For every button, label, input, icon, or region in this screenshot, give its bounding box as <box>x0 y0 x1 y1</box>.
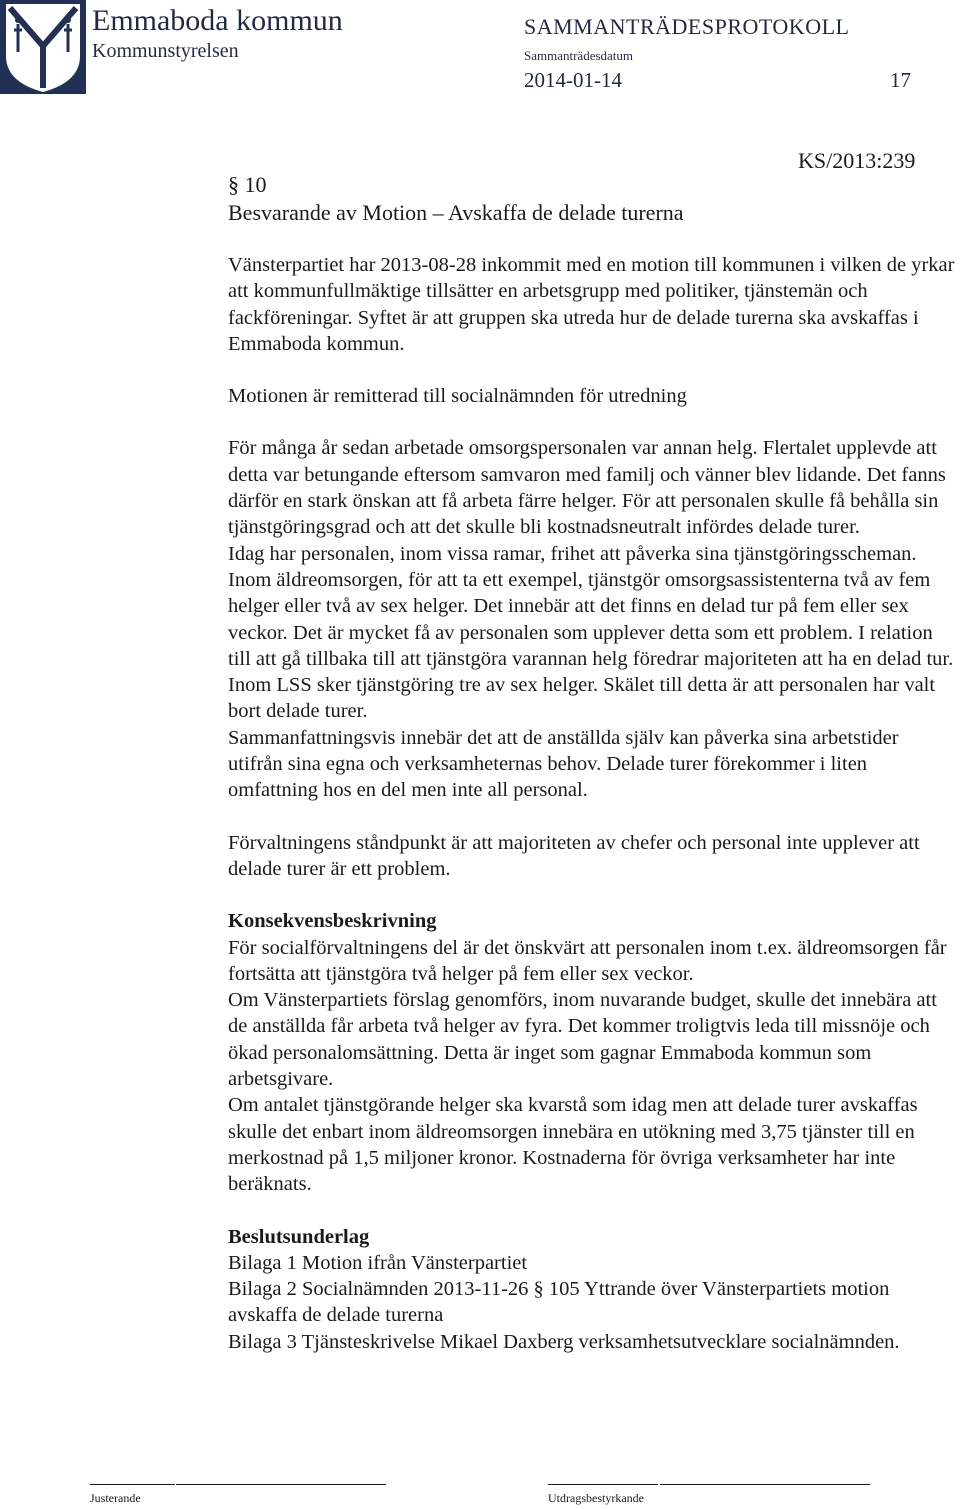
organization-unit: Kommunstyrelsen <box>92 40 239 62</box>
signature-line <box>176 1484 386 1485</box>
organization-name: Emmaboda kommun <box>92 4 343 37</box>
paragraph: Om antalet tjänstgörande helger ska kvarstå som idag men att delade turer avskaffas skulle det enbart inom äldreomsorgen innebära en utökning med 3,75 tjänster till en merkostnad på 1,5 miljoner kronor. Kostnaderna för övriga verksamheter har inte beräknats. <box>228 1094 918 1196</box>
paragraph: För socialförvaltningens del är det önskvärt att personalen inom t.ex. äldreomsorgen får fortsätta att tjänstgöra två helger på fem eller sex veckor. <box>228 936 947 985</box>
document-body <box>228 252 956 1355</box>
attachment-item: Bilaga 3 Tjänsteskrivelse Mikael Daxberg verksamhetsutvecklare socialnämnden. <box>228 1330 900 1353</box>
section-heading: Konsekvensbeskrivning <box>228 910 437 933</box>
signature-line <box>660 1484 870 1485</box>
page-number: 17 <box>890 68 911 92</box>
case-number: KS/2013:239 <box>798 148 916 173</box>
paragraph: Motionen är remitterad till socialnämnden för utredning <box>228 385 687 408</box>
paragraph: Förvaltningens ståndpunkt är att majoriteten av chefer och personal inte upplever att delade turer är ett problem. <box>228 831 920 880</box>
section-number-value: 10 <box>244 172 267 197</box>
coat-of-arms-icon <box>0 0 86 94</box>
document-type: SAMMANTRÄDESPROTOKOLL <box>524 14 850 39</box>
signature-line <box>90 1484 175 1485</box>
date-label: Sammanträdesdatum <box>524 48 634 63</box>
signature-line <box>548 1484 658 1485</box>
footer-label-justerande: Justerande <box>90 1491 141 1505</box>
attachment-item: Bilaga 1 Motion ifrån Vänsterpartiet <box>228 1251 528 1274</box>
municipality-logo <box>0 0 86 94</box>
section-heading: Beslutsunderlag <box>228 1225 370 1248</box>
paragraph: För många år sedan arbetade omsorgspersonalen var annan helg. Flertalet upplevde att detta var betungande eftersom samvaron med familj och vänner blev lidande. Det fanns därför en stark önskan att få arbeta färre helger. För att personalen skulle få behålla sin tjänstgöringsgrad och att det skulle bli kostnadsneutralt infördes delade turer. <box>228 437 946 539</box>
attachment-item: Bilaga 2 Socialnämnden 2013-11-26 § 105 Yttrande över Vänsterpartiets motion avskaffa de delade turerna <box>228 1278 890 1327</box>
paragraph: Idag har personalen, inom vissa ramar, frihet att påverka sina tjänstgöringsscheman. Inom äldreomsorgen, för att ta ett exempel, tjänstgör omsorgsassistenterna två av fem helger eller två av sex helger. Det innebär att det finns en delad tur på fem eller sex veckor. Det är mycket få av personalen som upplever detta som ett problem. I relation till att gå tillbaka till att tjänstgöra varannan helg föredrar majoriteten att ha en delad tur. Inom LSS sker tjänstgöring tre av sex helger. Skälet till detta är att personalen har valt bort delade turer. <box>228 542 954 723</box>
paragraph: Om Vänsterpartiets förslag genomförs, inom nuvarande budget, skulle det innebära att de anställda får arbeta två helger av fyra. Det kommer troligtvis leda till missnöje och ökad personalomsättning. Detta är inget som gagnar Emmaboda kommun som arbetsgivare. <box>228 989 937 1091</box>
section-title: Besvarande av Motion – Avskaffa de delade turerna <box>228 200 684 225</box>
section-number <box>228 172 267 198</box>
footer-label-utdragsbestyrkande: Utdragsbestyrkande <box>548 1491 644 1505</box>
paragraph: Sammanfattningsvis innebär det att de anställda själv kan påverka sina arbetstider utifrån sina egna och verksamheternas behov. Delade turer förekommer i liten omfattning hos en del men inte all personal. <box>228 726 899 802</box>
meeting-date: 2014-01-14 <box>524 68 622 92</box>
section-symbol: § <box>228 172 239 197</box>
paragraph: Vänsterpartiet har 2013-08-28 inkommit med en motion till kommunen i vilken de yrkar att kommunfullmäktige tillsätter en arbetsgrupp med politiker, tjänstemän och fackföreningar. Syftet är att gruppen ska utreda hur de delade turerna ska avskaffas i Emmaboda kommun. <box>228 254 955 355</box>
